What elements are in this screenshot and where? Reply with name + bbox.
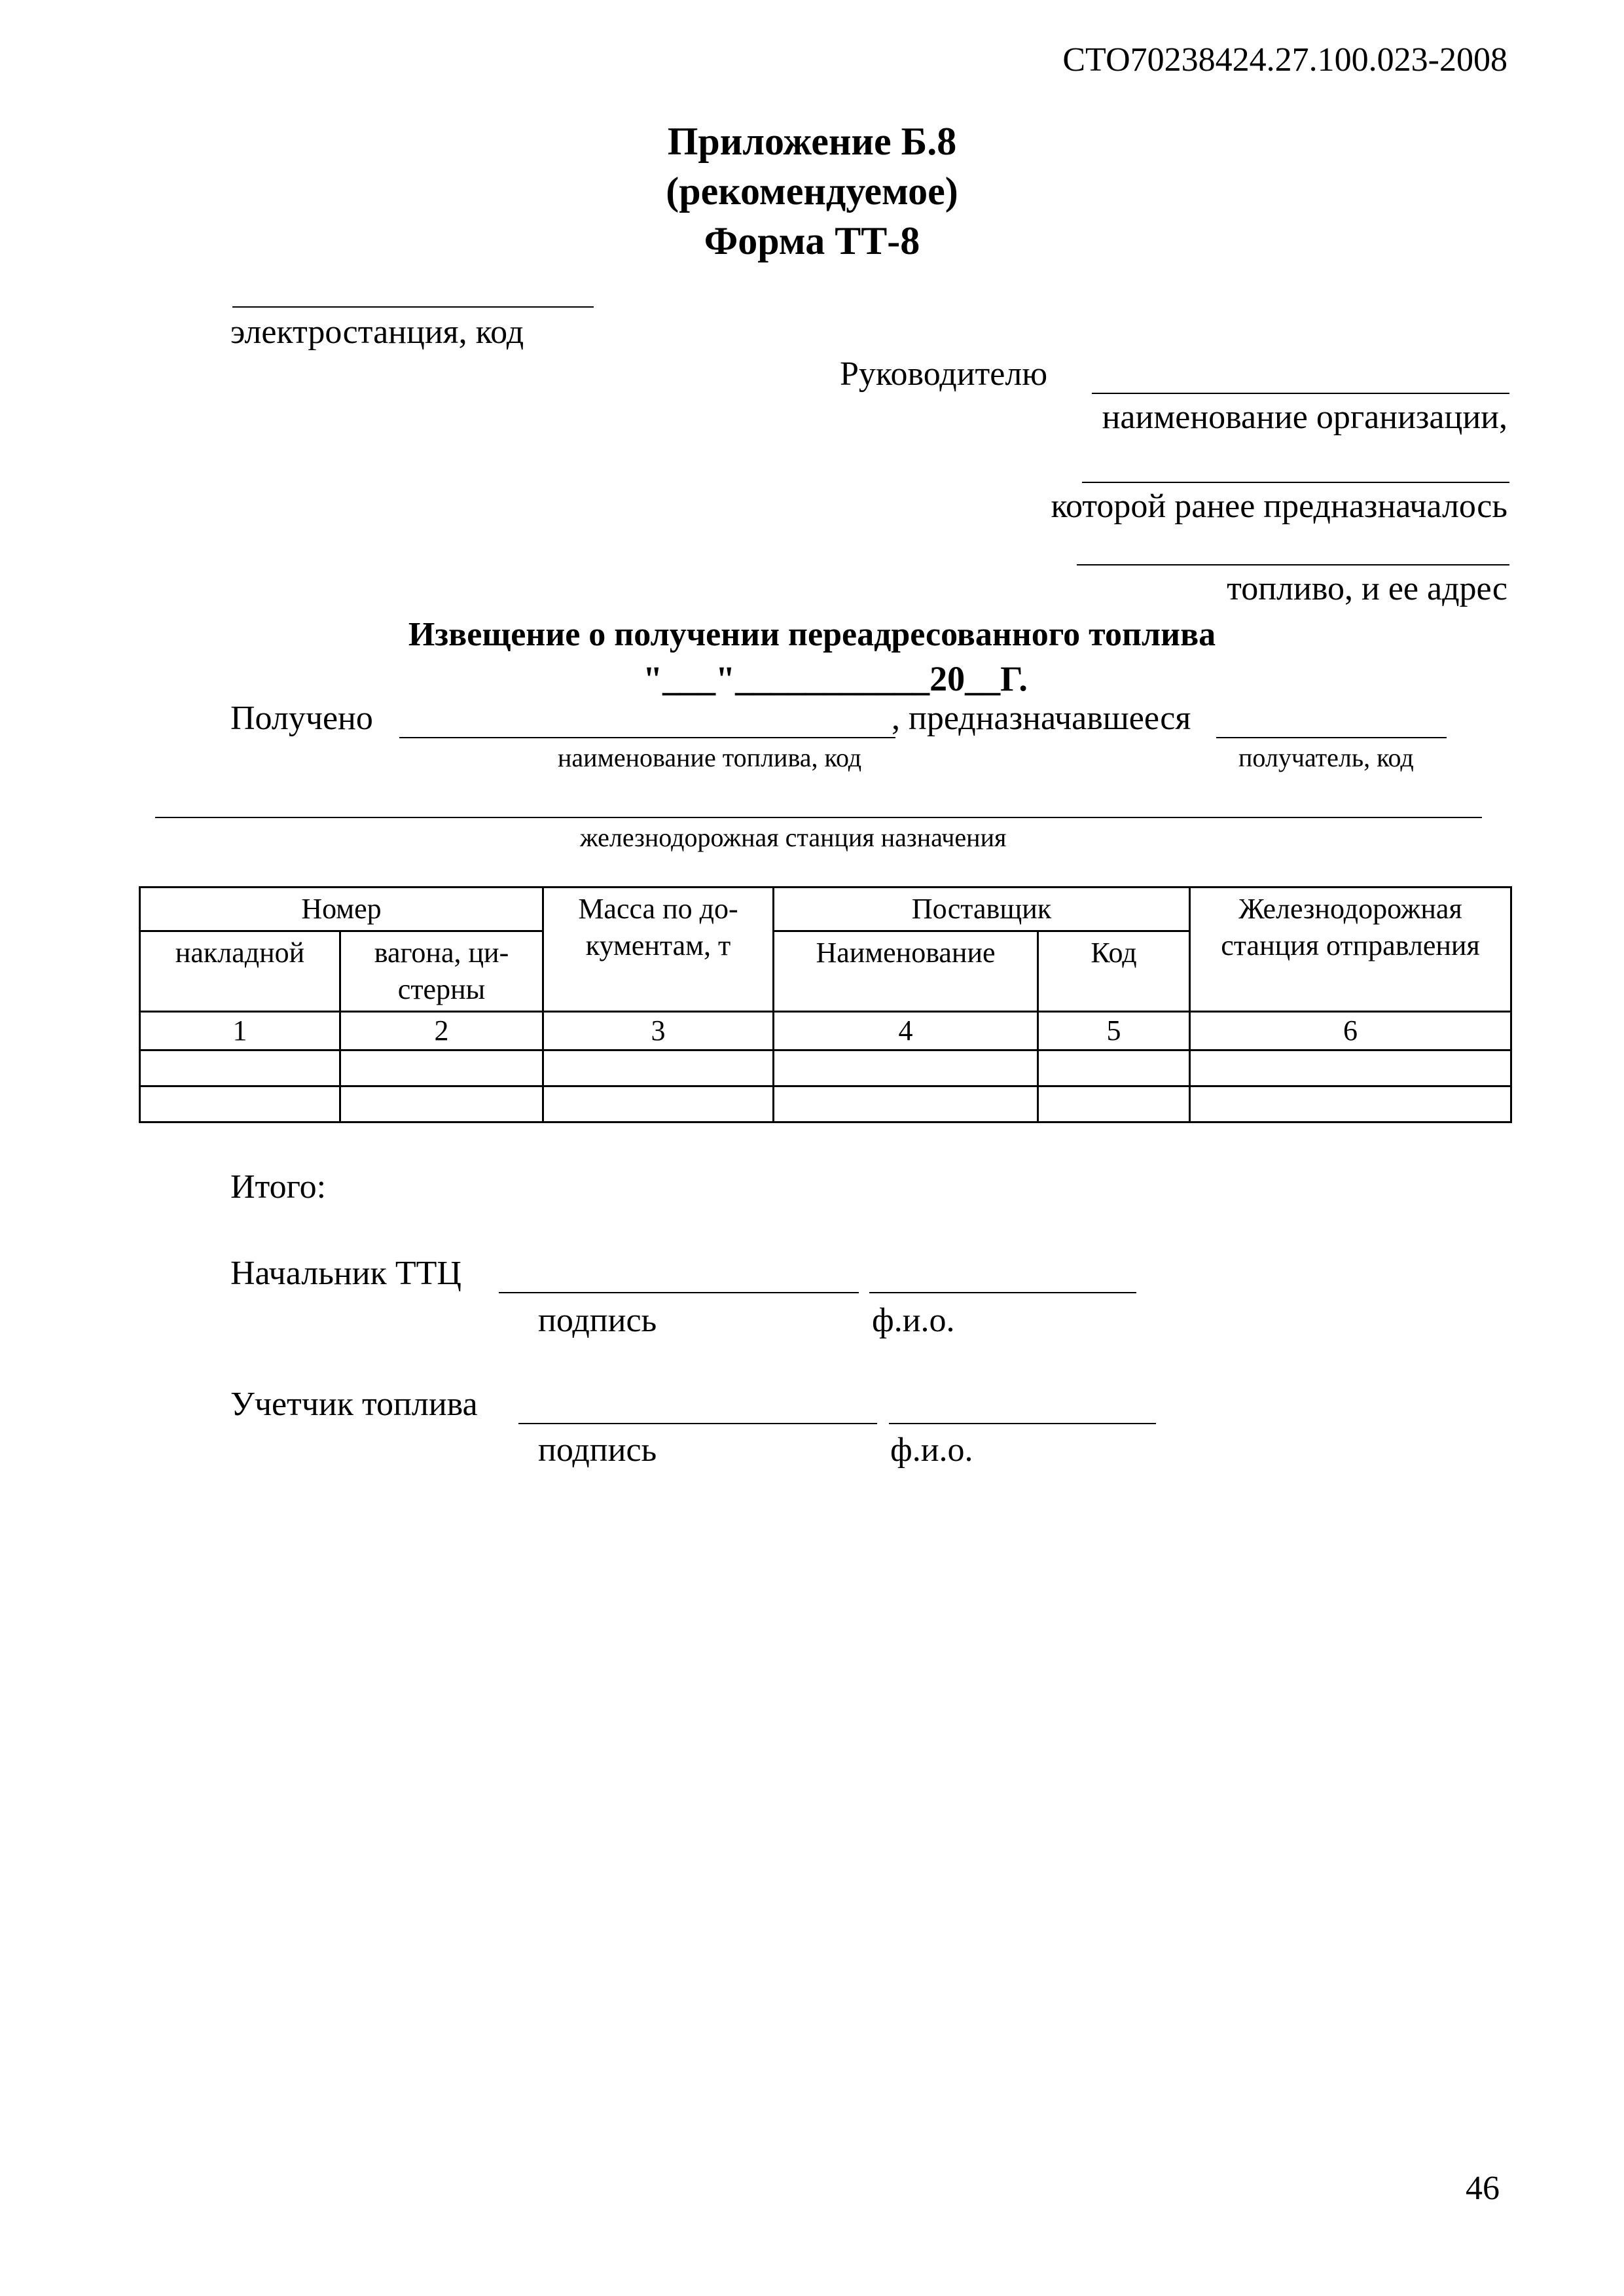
chief-name-caption: ф.и.о.: [872, 1302, 955, 1339]
accountant-signature-caption: подпись: [538, 1431, 657, 1469]
appendix-status: (рекомендуемое): [666, 170, 958, 213]
received-middle-text: , предназначавшееся: [892, 700, 1191, 737]
chief-signature-caption: подпись: [538, 1302, 657, 1339]
table-cell[interactable]: [543, 1050, 774, 1086]
table-cell[interactable]: [1190, 1050, 1511, 1086]
col-number: 6: [1190, 1012, 1511, 1050]
recipient-field-line: [1216, 737, 1447, 738]
table-cell[interactable]: [774, 1086, 1038, 1122]
addressee-label: Руководителю: [840, 355, 1048, 393]
addressee-field-line-2: [1082, 482, 1509, 483]
header-supplier: Поставщик: [774, 888, 1190, 931]
form-table: [139, 886, 1512, 1123]
header-supplier-name: Наименование: [774, 931, 1038, 1012]
chief-name-line: [869, 1292, 1136, 1293]
station-field-line: [155, 817, 1482, 818]
addressee-caption-2: которой ранее предназначалось: [1051, 488, 1507, 525]
accountant-signature-line: [518, 1423, 877, 1424]
total-label: Итого:: [230, 1168, 327, 1206]
header-invoice: накладной: [140, 931, 340, 1012]
table-cell[interactable]: [340, 1086, 543, 1122]
recipient-caption: получатель, код: [1238, 743, 1414, 772]
table-row: [140, 1086, 1511, 1122]
addressee-field-line-1: [1092, 393, 1509, 394]
notice-heading: Извещение о получении переадресованного топлива: [408, 616, 1216, 653]
title-block: [0, 117, 1624, 266]
accountant-name-line: [889, 1423, 1156, 1424]
table-cell[interactable]: [340, 1050, 543, 1086]
chief-signature-line: [499, 1292, 859, 1293]
fuel-caption: наименование топлива, код: [558, 743, 862, 772]
header-supplier-code: Код: [1038, 931, 1190, 1012]
col-number: 3: [543, 1012, 774, 1050]
accountant-label: Учетчик топлива: [230, 1386, 478, 1423]
addressee-caption-3: топливо, и ее адрес: [1227, 570, 1507, 607]
received-label: Получено: [230, 700, 373, 737]
fuel-field-line: [399, 737, 895, 738]
table-column-numbers-row: [140, 1012, 1511, 1050]
document-code: СТО70238424.27.100.023-2008: [1062, 41, 1507, 79]
notice-date: "___"___________20__Г.: [643, 659, 1028, 698]
col-number: 5: [1038, 1012, 1190, 1050]
table-cell[interactable]: [140, 1086, 340, 1122]
page-number: 46: [1466, 2170, 1500, 2207]
col-number: 2: [340, 1012, 543, 1050]
header-departure-station: Железнодорожная станция отправления: [1190, 888, 1511, 1012]
table-row: [140, 1050, 1511, 1086]
appendix-title: Приложение Б.8: [667, 120, 957, 163]
header-wagon: вагона, ци-стерны: [340, 931, 543, 1012]
header-mass: Масса по до-кументам, т: [543, 888, 774, 1012]
table-cell[interactable]: [774, 1050, 1038, 1086]
table-cell[interactable]: [1190, 1086, 1511, 1122]
header-number: Номер: [140, 888, 543, 931]
table-cell[interactable]: [543, 1086, 774, 1122]
table-cell[interactable]: [1038, 1086, 1190, 1122]
station-caption: железнодорожная станция назначения: [580, 823, 1007, 852]
addressee-field-line-3: [1077, 564, 1509, 565]
table-cell[interactable]: [1038, 1050, 1190, 1086]
addressee-caption-1: наименование организации,: [1102, 399, 1507, 436]
sender-field-line: [232, 306, 594, 308]
col-number: 4: [774, 1012, 1038, 1050]
sender-caption: электростанция, код: [230, 314, 524, 351]
chief-label: Начальник ТТЦ: [230, 1255, 461, 1292]
table-cell[interactable]: [140, 1050, 340, 1086]
col-number: 1: [140, 1012, 340, 1050]
form-title: Форма ТТ-8: [704, 219, 920, 262]
table-header-row-1: [140, 888, 1511, 931]
accountant-name-caption: ф.и.о.: [890, 1431, 973, 1469]
